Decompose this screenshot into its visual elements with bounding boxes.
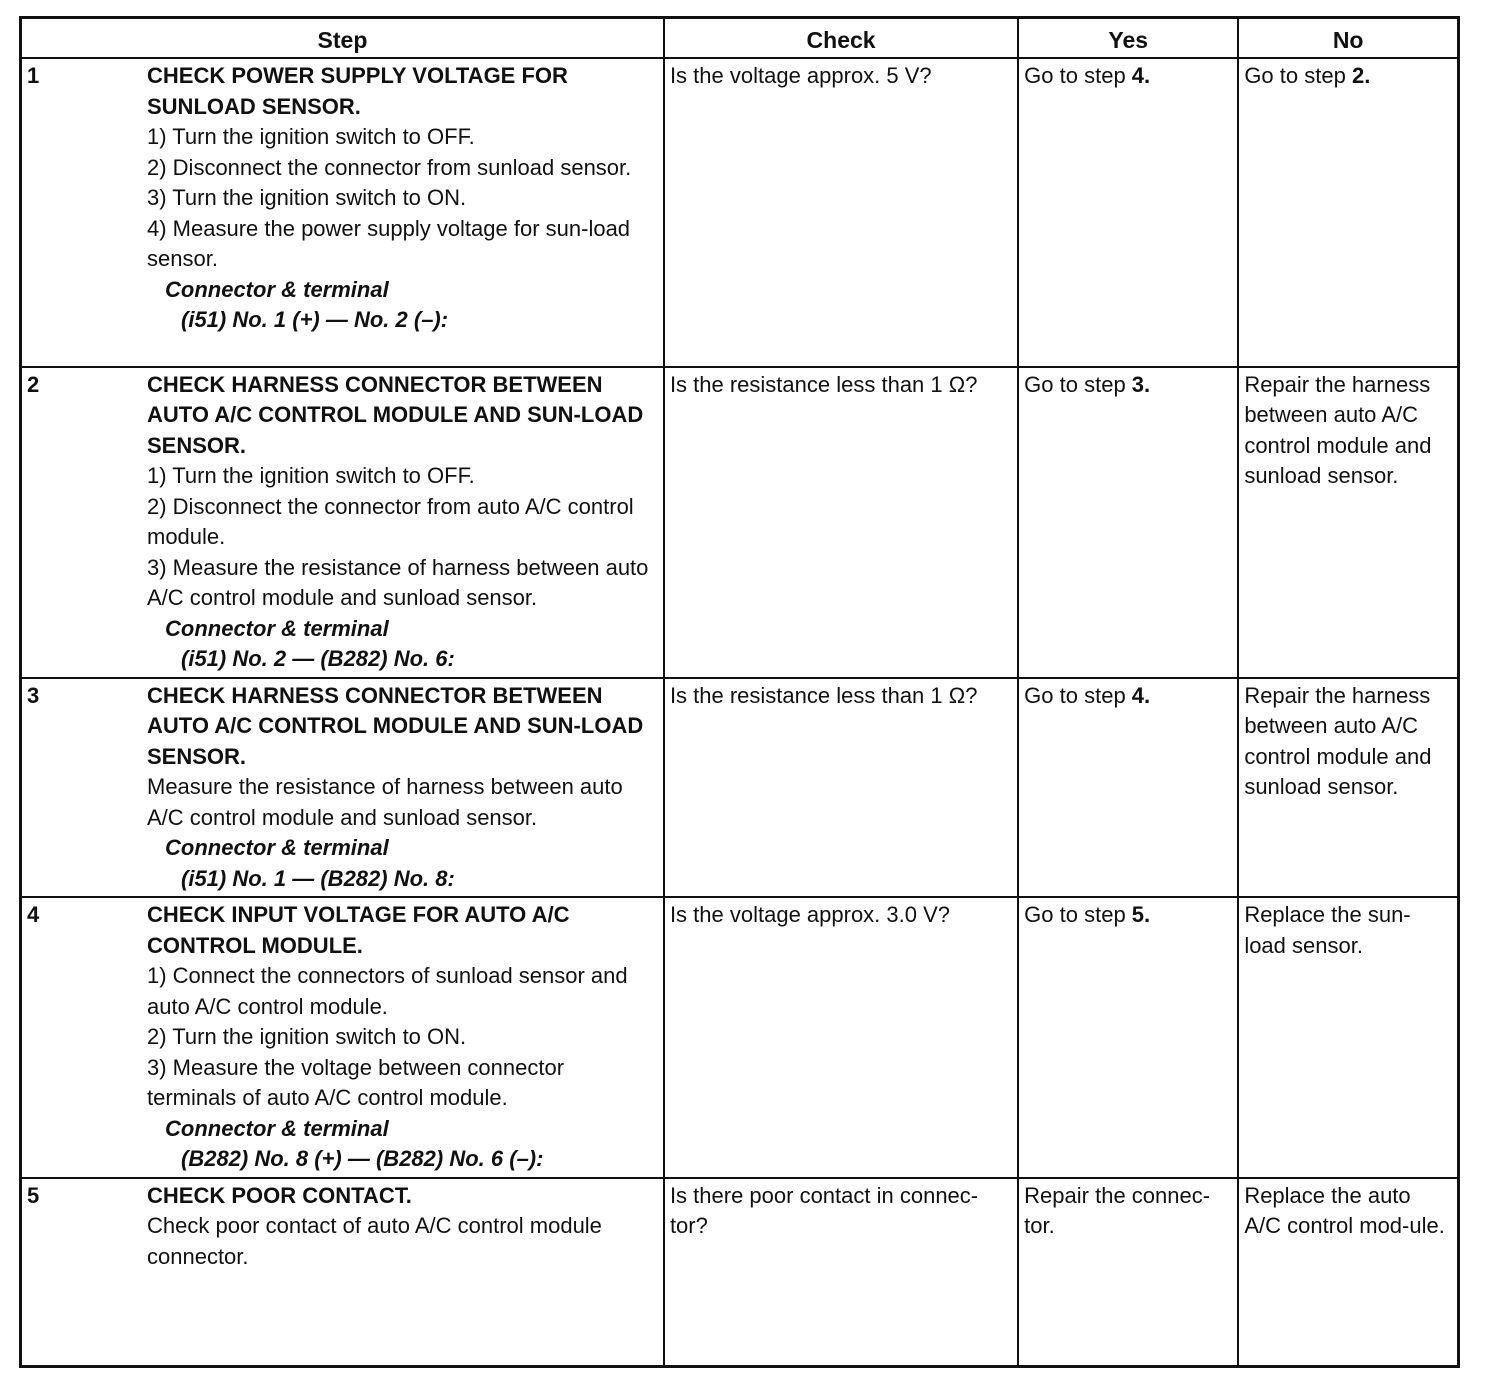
step-cell <box>21 367 664 678</box>
step-title: CHECK HARNESS CONNECTOR BETWEEN AUTO A/C CONTROL MODULE AND SUN-LOAD SENSOR. <box>147 371 644 458</box>
step-title: CHECK INPUT VOLTAGE FOR AUTO A/C CONTROL MODULE. <box>147 902 570 958</box>
yes-text: Go to step <box>1024 682 1132 708</box>
header-no: No <box>1238 18 1458 59</box>
connector-spec: (B282) No. 8 (+) — (B282) No. 6 (–): <box>181 1146 544 1172</box>
table-row <box>21 897 1459 1178</box>
step-number: 5 <box>27 1182 40 1208</box>
step-instruction: 4) Measure the power supply voltage for sun-load sensor. <box>147 215 631 271</box>
no-cell: Replace the sun-load sensor. <box>1238 897 1458 1178</box>
header-step: Step <box>21 18 664 59</box>
step-instruction: 3) Measure the voltage between connector terminals of auto A/C control module. <box>147 1054 565 1111</box>
step-cell <box>21 897 664 1178</box>
step-instruction: 1) Connect the connectors of sunload sensor and auto A/C control module. <box>147 963 628 1019</box>
check-cell: Is the resistance less than 1 Ω? <box>664 367 1018 678</box>
no-cell: Repair the harness between auto A/C control module and sunload sensor. <box>1238 678 1458 898</box>
connector-spec: (i51) No. 2 — (B282) No. 6: <box>181 646 455 672</box>
step-title: CHECK POWER SUPPLY VOLTAGE FOR SUNLOAD SENSOR. <box>147 63 568 119</box>
connector-label: Connector & terminal <box>165 835 389 861</box>
connector-label: Connector & terminal <box>165 615 389 641</box>
yes-text: Go to step <box>1024 902 1132 928</box>
step-number: 1 <box>27 63 40 88</box>
yes-suffix: . <box>1144 902 1151 928</box>
step-number: 4 <box>27 902 40 928</box>
check-cell: Is the voltage approx. 5 V? <box>664 58 1018 367</box>
goto-step: 4 <box>1131 682 1145 708</box>
no-text: Go to step <box>1244 63 1352 88</box>
diagnostic-table <box>19 16 1460 1368</box>
step-cell <box>21 58 664 367</box>
yes-text: Go to step <box>1024 371 1132 397</box>
check-cell: Is the voltage approx. 3.0 V? <box>664 897 1018 1178</box>
table-row <box>21 367 1459 678</box>
yes-cell <box>1018 367 1238 678</box>
step-instruction: 2) Disconnect the connector from sunload sensor. <box>147 154 632 180</box>
header-row <box>21 18 1459 59</box>
yes-cell: Repair the connec-tor. <box>1018 1178 1238 1367</box>
step-cell <box>21 678 664 898</box>
step-cell <box>21 1178 664 1367</box>
no-suffix: . <box>1364 63 1371 88</box>
yes-text: Go to step <box>1024 63 1132 88</box>
goto-step: 2 <box>1351 63 1365 88</box>
step-instruction: 1) Turn the ignition switch to OFF. <box>147 463 475 489</box>
goto-step: 3 <box>1131 371 1145 397</box>
yes-suffix: . <box>1144 682 1151 708</box>
yes-suffix: . <box>1144 63 1151 88</box>
yes-cell <box>1018 897 1238 1178</box>
connector-spec: (i51) No. 1 — (B282) No. 8: <box>181 865 455 891</box>
step-instruction: Measure the resistance of harness between auto A/C control module and sunload sensor. <box>147 774 623 830</box>
goto-step: 5 <box>1131 902 1145 928</box>
step-instruction: 3) Turn the ignition switch to ON. <box>147 185 467 210</box>
table-row <box>21 58 1459 367</box>
step-title: CHECK HARNESS CONNECTOR BETWEEN AUTO A/C CONTROL MODULE AND SUN-LOAD SENSOR. <box>147 682 644 769</box>
connector-label: Connector & terminal <box>165 1115 389 1141</box>
step-title: CHECK POOR CONTACT. <box>147 1182 412 1208</box>
header-check: Check <box>664 18 1018 59</box>
step-instruction: 3) Measure the resistance of harness between auto A/C control module and sunload sensor. <box>147 554 649 611</box>
step-number: 2 <box>27 371 40 397</box>
goto-step: 4 <box>1131 63 1145 88</box>
no-cell: Repair the harness between auto A/C control module and sunload sensor. <box>1238 367 1458 678</box>
step-number: 3 <box>27 682 40 708</box>
connector-label: Connector & terminal <box>165 276 389 302</box>
connector-spec: (i51) No. 1 (+) — No. 2 (–): <box>181 307 449 332</box>
step-instruction: 1) Turn the ignition switch to OFF. <box>147 124 475 149</box>
check-cell: Is there poor contact in connec-tor? <box>664 1178 1018 1367</box>
step-instruction: 2) Turn the ignition switch to ON. <box>147 1024 467 1050</box>
yes-suffix: . <box>1144 371 1151 397</box>
yes-cell <box>1018 58 1238 367</box>
check-cell: Is the resistance less than 1 Ω? <box>664 678 1018 898</box>
table-row <box>21 1178 1459 1367</box>
no-cell <box>1238 58 1458 367</box>
table-row <box>21 678 1459 898</box>
header-yes: Yes <box>1018 18 1238 59</box>
step-instruction: Check poor contact of auto A/C control module connector. <box>147 1213 602 1269</box>
step-instruction: 2) Disconnect the connector from auto A/C control module. <box>147 493 634 550</box>
yes-cell <box>1018 678 1238 898</box>
no-cell: Replace the auto A/C control mod-ule. <box>1238 1178 1458 1367</box>
